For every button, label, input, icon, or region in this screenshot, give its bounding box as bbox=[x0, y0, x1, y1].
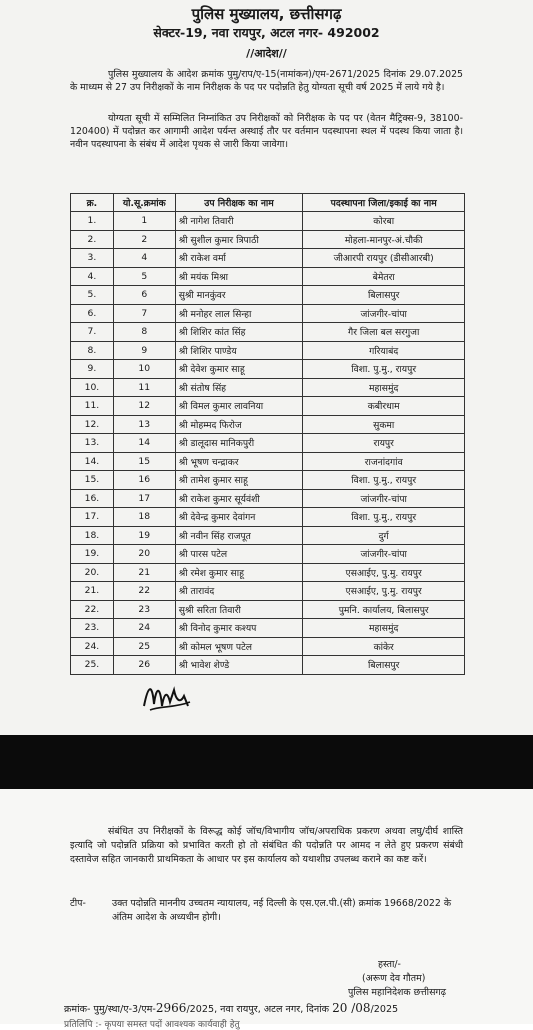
table-row bbox=[71, 212, 465, 231]
order-heading: //आदेश// bbox=[246, 47, 287, 60]
cell-posting: बिलासपुर bbox=[303, 656, 465, 675]
page-separator bbox=[0, 735, 533, 789]
cell-posting: गरियाबंद bbox=[303, 341, 465, 360]
table-row bbox=[71, 508, 465, 527]
cell-serial: 5. bbox=[71, 286, 114, 305]
table-row bbox=[71, 452, 465, 471]
cell-officer-name: श्री रमेश कुमार साहू bbox=[175, 563, 303, 582]
cell-merit-no: 9 bbox=[113, 341, 175, 360]
table-row bbox=[71, 434, 465, 453]
officer-designation: पुलिस महानिदेशक छत्तीसगढ़ bbox=[348, 987, 446, 998]
cell-serial: 11. bbox=[71, 397, 114, 416]
promotion-table bbox=[70, 193, 465, 675]
cell-officer-name: श्री तारावंद bbox=[175, 582, 303, 601]
signature bbox=[140, 676, 194, 716]
cell-posting: जांजगीर-चांपा bbox=[303, 304, 465, 323]
cell-merit-no: 21 bbox=[113, 563, 175, 582]
cell-posting: गैर जिला बल सरगुजा bbox=[303, 323, 465, 342]
order-paragraph-1: पुलिस मुख्यालय के आदेश क्रमांक पुमु/राप/ए-15(नामांकन)/एम-2671/2025 दिनांक 29.07.2025 के माध्यम से 27 उप निरीक्षकों के नाम निरीक्षक के पद पर पदोन्नति हेतु योग्यता सूची वर्ष 2025 में लाये गये है। bbox=[70, 69, 463, 94]
cell-serial: 6. bbox=[71, 304, 114, 323]
cell-posting: बिलासपुर bbox=[303, 286, 465, 305]
cell-serial: 15. bbox=[71, 471, 114, 490]
table-row bbox=[71, 341, 465, 360]
cell-merit-no: 17 bbox=[113, 489, 175, 508]
cell-posting: जीआरपी रायपुर (डीसीआरबी) bbox=[303, 249, 465, 268]
endorsement-year: /2025 bbox=[370, 1004, 399, 1015]
cell-posting: बेमेतरा bbox=[303, 267, 465, 286]
cell-officer-name: श्री शिशिर पाण्डेय bbox=[175, 341, 303, 360]
table-row bbox=[71, 582, 465, 601]
cell-posting: दुर्ग bbox=[303, 526, 465, 545]
cell-officer-name: श्री राकेश कुमार सूर्यवंशी bbox=[175, 489, 303, 508]
cell-merit-no: 16 bbox=[113, 471, 175, 490]
endorsement-number: 2966 bbox=[155, 1001, 187, 1015]
cell-officer-name: श्री पारस पटेल bbox=[175, 545, 303, 564]
order-note bbox=[70, 897, 463, 925]
cell-posting: कबीरधाम bbox=[303, 397, 465, 416]
cell-posting: पुमनि. कार्यालय, बिलासपुर bbox=[303, 600, 465, 619]
cell-merit-no: 11 bbox=[113, 378, 175, 397]
cell-officer-name: सुश्री मानकुंवर bbox=[175, 286, 303, 305]
cell-merit-no: 7 bbox=[113, 304, 175, 323]
table-row bbox=[71, 637, 465, 656]
cell-serial: 21. bbox=[71, 582, 114, 601]
endorsement-line bbox=[64, 1001, 398, 1015]
endorsement-date: 20 /08 bbox=[332, 1001, 371, 1015]
table-row bbox=[71, 360, 465, 379]
table-row bbox=[71, 267, 465, 286]
cell-officer-name: श्री डालूदास मानिकपुरी bbox=[175, 434, 303, 453]
copy-to-line: प्रतिलिपि :- कृपया समस्त पदों आवश्यक कार्यवाही हेतु bbox=[64, 1020, 240, 1030]
cell-serial: 17. bbox=[71, 508, 114, 527]
cell-merit-no: 14 bbox=[113, 434, 175, 453]
cell-posting: विशा. पु.मु., रायपुर bbox=[303, 508, 465, 527]
cell-serial: 9. bbox=[71, 360, 114, 379]
cell-officer-name: श्री मयंक मिश्रा bbox=[175, 267, 303, 286]
cell-merit-no: 12 bbox=[113, 397, 175, 416]
col-header-posting: पदस्थापना जिला/इकाई का नाम bbox=[303, 194, 465, 212]
cell-serial: 13. bbox=[71, 434, 114, 453]
cell-serial: 22. bbox=[71, 600, 114, 619]
cell-officer-name: श्री मनोहर लाल सिन्हा bbox=[175, 304, 303, 323]
table-row bbox=[71, 378, 465, 397]
cell-officer-name: श्री देवेन्द्र कुमार देवांगन bbox=[175, 508, 303, 527]
cell-posting: कांकेर bbox=[303, 637, 465, 656]
cell-posting: विशा. पु.मु., रायपुर bbox=[303, 360, 465, 379]
cell-serial: 18. bbox=[71, 526, 114, 545]
cell-merit-no: 6 bbox=[113, 286, 175, 305]
table-row bbox=[71, 286, 465, 305]
table-row bbox=[71, 323, 465, 342]
cell-officer-name: श्री नागेश तिवारी bbox=[175, 212, 303, 231]
cell-officer-name: श्री विनोद कुमार कश्यप bbox=[175, 619, 303, 638]
cell-posting: सुकमा bbox=[303, 415, 465, 434]
cell-merit-no: 5 bbox=[113, 267, 175, 286]
table-row bbox=[71, 230, 465, 249]
cell-serial: 23. bbox=[71, 619, 114, 638]
cell-merit-no: 4 bbox=[113, 249, 175, 268]
cell-merit-no: 24 bbox=[113, 619, 175, 638]
cell-merit-no: 8 bbox=[113, 323, 175, 342]
cell-serial: 3. bbox=[71, 249, 114, 268]
cell-serial: 24. bbox=[71, 637, 114, 656]
cell-serial: 25. bbox=[71, 656, 114, 675]
cell-serial: 10. bbox=[71, 378, 114, 397]
cell-officer-name: श्री विमल कुमार लावनिया bbox=[175, 397, 303, 416]
order-paragraph-3: संबंधित उप निरीक्षकों के विरूद्ध कोई जॉच/विभागीय जॉच/अपराधिक प्रकरण अथवा लघु/दीर्घ शास्ति इत्यादि जो पदोन्नति प्रक्रिया को प्रभावित करती हो तो संबंधित की पदोन्नति पर आमद न लेते हुए प्रकरण संबंधी दस्तावेज सहित जानकारी प्राथमिकता के आधार पर इस कार्यालय को यथाशीघ्र उपलब्ध कराने का कष्ट करें। bbox=[70, 826, 463, 865]
table-row bbox=[71, 304, 465, 323]
cell-merit-no: 2 bbox=[113, 230, 175, 249]
cell-officer-name: श्री मोहम्मद फिरोज bbox=[175, 415, 303, 434]
table-row bbox=[71, 471, 465, 490]
cell-officer-name: श्री भूषण चन्द्राकर bbox=[175, 452, 303, 471]
cell-posting: विशा. पु.मु., रायपुर bbox=[303, 471, 465, 490]
cell-posting: रायपुर bbox=[303, 434, 465, 453]
order-paragraph-2: योग्यता सूची में सम्मिलित निम्नांकित उप निरीक्षकों को निरीक्षक के पद पर (वेतन मैट्रिक्स-9, 38100-120400) में पदोन्नत कर आगामी आदेश पर्यन्त अस्थाई तौर पर वर्तमान पदस्थापना स्थल में पदस्थ किया जाता है। नवीन पदस्थापना के संबंध में आदेश पृथक से जारी किया जावेगा। bbox=[70, 113, 463, 151]
cell-officer-name: श्री देवेश कुमार साहू bbox=[175, 360, 303, 379]
office-address: सेक्टर-19, नवा रायपुर, अटल नगर- 492002 bbox=[153, 25, 380, 40]
signed-mark: हस्ता/- bbox=[378, 959, 401, 970]
note-text: उक्त पदोन्नति माननीय उच्चतम न्यायालय, नई दिल्ली के एस.एल.पी.(सी) क्रमांक 19668/2022 के अंतिम आदेश के अध्यधीन होगी। bbox=[112, 898, 452, 923]
cell-posting: जांजगीर-चांपा bbox=[303, 545, 465, 564]
endorsement-prefix: क्रमांक- पुमु/स्था/ए-3/एम- bbox=[64, 1004, 156, 1015]
order-page-2 bbox=[0, 789, 533, 1030]
endorsement-place: /2025, नवा रायपुर, अटल नगर, दिनांक bbox=[186, 1004, 330, 1015]
cell-serial: 7. bbox=[71, 323, 114, 342]
cell-officer-name: सुश्री सरिता तिवारी bbox=[175, 600, 303, 619]
cell-serial: 1. bbox=[71, 212, 114, 231]
cell-officer-name: श्री भावेश शेण्डे bbox=[175, 656, 303, 675]
table-row bbox=[71, 563, 465, 582]
table-row bbox=[71, 526, 465, 545]
cell-merit-no: 15 bbox=[113, 452, 175, 471]
table-row bbox=[71, 619, 465, 638]
cell-posting: महासमुंद bbox=[303, 378, 465, 397]
cell-merit-no: 19 bbox=[113, 526, 175, 545]
table-row bbox=[71, 415, 465, 434]
cell-officer-name: श्री तामेश कुमार साहू bbox=[175, 471, 303, 490]
cell-serial: 19. bbox=[71, 545, 114, 564]
cell-serial: 12. bbox=[71, 415, 114, 434]
office-title: पुलिस मुख्यालय, छत्तीसगढ़ bbox=[191, 5, 342, 23]
table-row bbox=[71, 600, 465, 619]
cell-posting: एसआईए, पु.मु. रायपुर bbox=[303, 563, 465, 582]
cell-posting: कोरबा bbox=[303, 212, 465, 231]
table-row bbox=[71, 249, 465, 268]
cell-officer-name: श्री शिशिर कांत सिंह bbox=[175, 323, 303, 342]
cell-serial: 2. bbox=[71, 230, 114, 249]
cell-officer-name: श्री सुशील कुमार त्रिपाठी bbox=[175, 230, 303, 249]
col-header-serial: क्र. bbox=[71, 194, 114, 212]
cell-posting: मोहला-मानपुर-अं.चौकी bbox=[303, 230, 465, 249]
table-row bbox=[71, 656, 465, 675]
cell-posting: महासमुंद bbox=[303, 619, 465, 638]
cell-serial: 4. bbox=[71, 267, 114, 286]
cell-merit-no: 26 bbox=[113, 656, 175, 675]
cell-merit-no: 23 bbox=[113, 600, 175, 619]
cell-serial: 14. bbox=[71, 452, 114, 471]
cell-merit-no: 10 bbox=[113, 360, 175, 379]
cell-officer-name: श्री कोमल भूषण पटेल bbox=[175, 637, 303, 656]
cell-merit-no: 20 bbox=[113, 545, 175, 564]
cell-posting: जांजगीर-चांपा bbox=[303, 489, 465, 508]
cell-officer-name: श्री संतोष सिंह bbox=[175, 378, 303, 397]
cell-merit-no: 18 bbox=[113, 508, 175, 527]
table-row bbox=[71, 545, 465, 564]
note-label: टीप- bbox=[70, 898, 86, 909]
cell-merit-no: 1 bbox=[113, 212, 175, 231]
cell-merit-no: 22 bbox=[113, 582, 175, 601]
cell-posting: राजनांदगांव bbox=[303, 452, 465, 471]
officer-name: (अरूण देव गौतम) bbox=[362, 973, 426, 984]
cell-posting: एसआईए, पु.मु. रायपुर bbox=[303, 582, 465, 601]
cell-officer-name: श्री राकेश वर्मा bbox=[175, 249, 303, 268]
table-row bbox=[71, 397, 465, 416]
cell-merit-no: 13 bbox=[113, 415, 175, 434]
cell-merit-no: 25 bbox=[113, 637, 175, 656]
table-header-row bbox=[71, 194, 465, 212]
col-header-merit-no: यो.सू.क्रमांक bbox=[113, 194, 175, 212]
cell-serial: 8. bbox=[71, 341, 114, 360]
table-row bbox=[71, 489, 465, 508]
cell-serial: 16. bbox=[71, 489, 114, 508]
cell-officer-name: श्री नवीन सिंह राजपूत bbox=[175, 526, 303, 545]
col-header-name: उप निरीक्षक का नाम bbox=[175, 194, 303, 212]
cell-serial: 20. bbox=[71, 563, 114, 582]
